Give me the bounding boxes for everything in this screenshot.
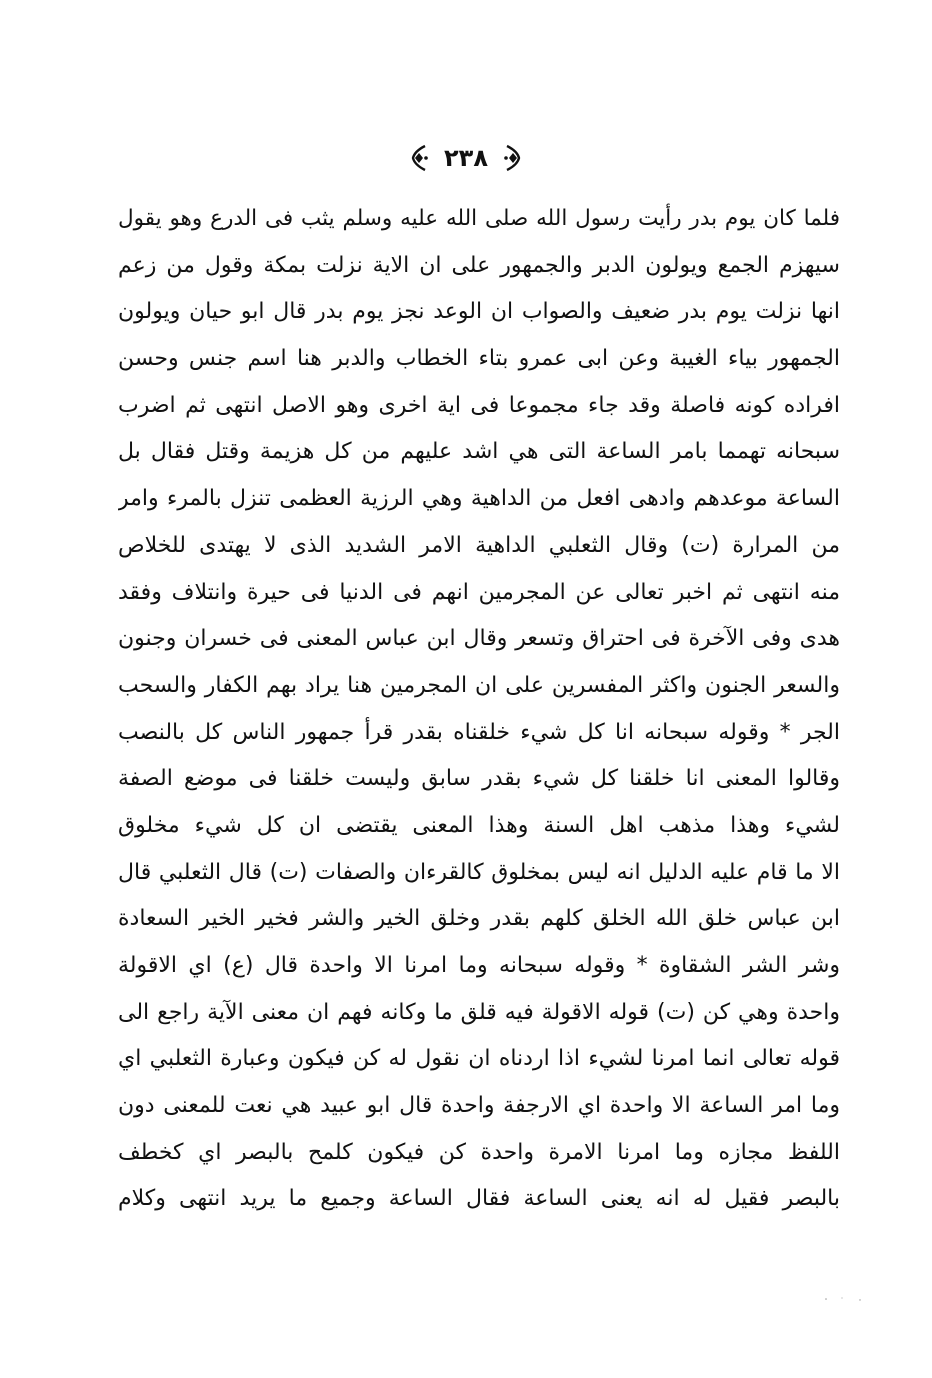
text-line: الجمهور بياء الغيبة وعن ابى عمرو بتاء الخطاب والدبر هنا اسم جنس وحسن <box>118 346 840 372</box>
text-line: وشر الشر الشقاوة * وقوله سبحانه وما امرنا الا واحدة قال (ع) اي الاقولة <box>118 953 840 978</box>
text-line: قوله تعالى انما امرنا لشيء اذا اردناه ان نقول له كن فيكون وعبارة الثعلبي اي <box>118 1046 840 1072</box>
page-header <box>0 138 932 178</box>
text-line: انها نزلت يوم بدر ضعيف والصواب ان الوعد نجز يوم بدر قال ابو حيان ويولون <box>118 299 840 325</box>
scan-specks <box>820 1296 880 1302</box>
text-line: الا ما قام عليه الدليل انه ليس بمخلوق كالقرءان والصفات (ت) قال الثعلبي قال <box>118 859 840 885</box>
page-number: ٢٣٨ <box>444 144 488 172</box>
text-line: منه انتهى ثم اخبر تعالى عن المجرمين انهم فى الدنيا فى حيرة وانتلاف وفقد <box>118 579 840 605</box>
text-line: هدى وفى الآخرة فى احتراق وتسعر وقال ابن عباس المعنى فى خسران وجنون <box>118 626 840 652</box>
text-line: ابن عباس خلق الله الخلق كلهم بقدر وخلق الخير والشر فخير الخير السعادة <box>118 906 840 932</box>
text-line: من المرارة (ت) وقال الثعلبي الداهية الامر الشديد الذى لا يهتدى للخلاص <box>118 532 840 558</box>
text-line: الساعة موعدهم وادهى افعل من الداهية وهي الرزية العظمى تنزل بالمرء وامر <box>118 486 840 512</box>
text-line: وقالوا المعنى انا خلقنا كل شيء بقدر سابق وليست خلقنا فى موضع الصفة <box>118 766 840 792</box>
page-body <box>118 196 840 1223</box>
text-line: واحدة وهي كن (ت) قوله الاقولة فيه قلق ما وكانه فهم ان معنى الآية راجع الى <box>118 999 840 1025</box>
text-line: والسعر الجنون واكثر المفسرين على ان المجرمين هنا يراد بهم الكفار والسحب <box>118 672 840 698</box>
text-line: بالبصر فقيل له انه يعنى الساعة فقال الساعة وجميع ما يريد انتهى وكلام <box>118 1186 840 1212</box>
floral-bracket-icon <box>408 144 430 172</box>
text-line: فلما كان يوم بدر رأيت رسول الله صلى الله عليه وسلم يثب فى الدرع وهو يقول <box>118 206 840 231</box>
text-line: سيهزم الجمع ويولون الدبر والجمهور على ان الاية نزلت بمكة وقول من زعم <box>118 252 840 278</box>
floral-bracket-icon <box>502 144 524 172</box>
text-line: اللفظ مجازه وما امرنا الامرة واحدة كن فيكون كلمح بالبصر اي كخطف <box>118 1139 840 1165</box>
text-line: الجر * وقوله سبحانه انا كل شيء خلقناه بقدر قرأ جمهور الناس كل بالنصب <box>118 719 840 745</box>
text-line: سبحانه تهمما بامر الساعة التى هي اشد عليهم من كل هزيمة وقتل فقال بل <box>118 439 840 465</box>
text-line: افراده كونه فاصلة وقد جاء مجموعا فى اية اخرى وهو الاصل انتهى ثم اضرب <box>118 392 840 418</box>
text-line: لشيء وهذا مذهب اهل السنة وهذا المعنى يقتضى ان كل شيء مخلوق <box>118 812 840 838</box>
text-line: وما امر الساعة الا واحدة اي الارجفة واحدة قال ابو عبيد هي نعت للمعنى دون <box>118 1093 840 1119</box>
